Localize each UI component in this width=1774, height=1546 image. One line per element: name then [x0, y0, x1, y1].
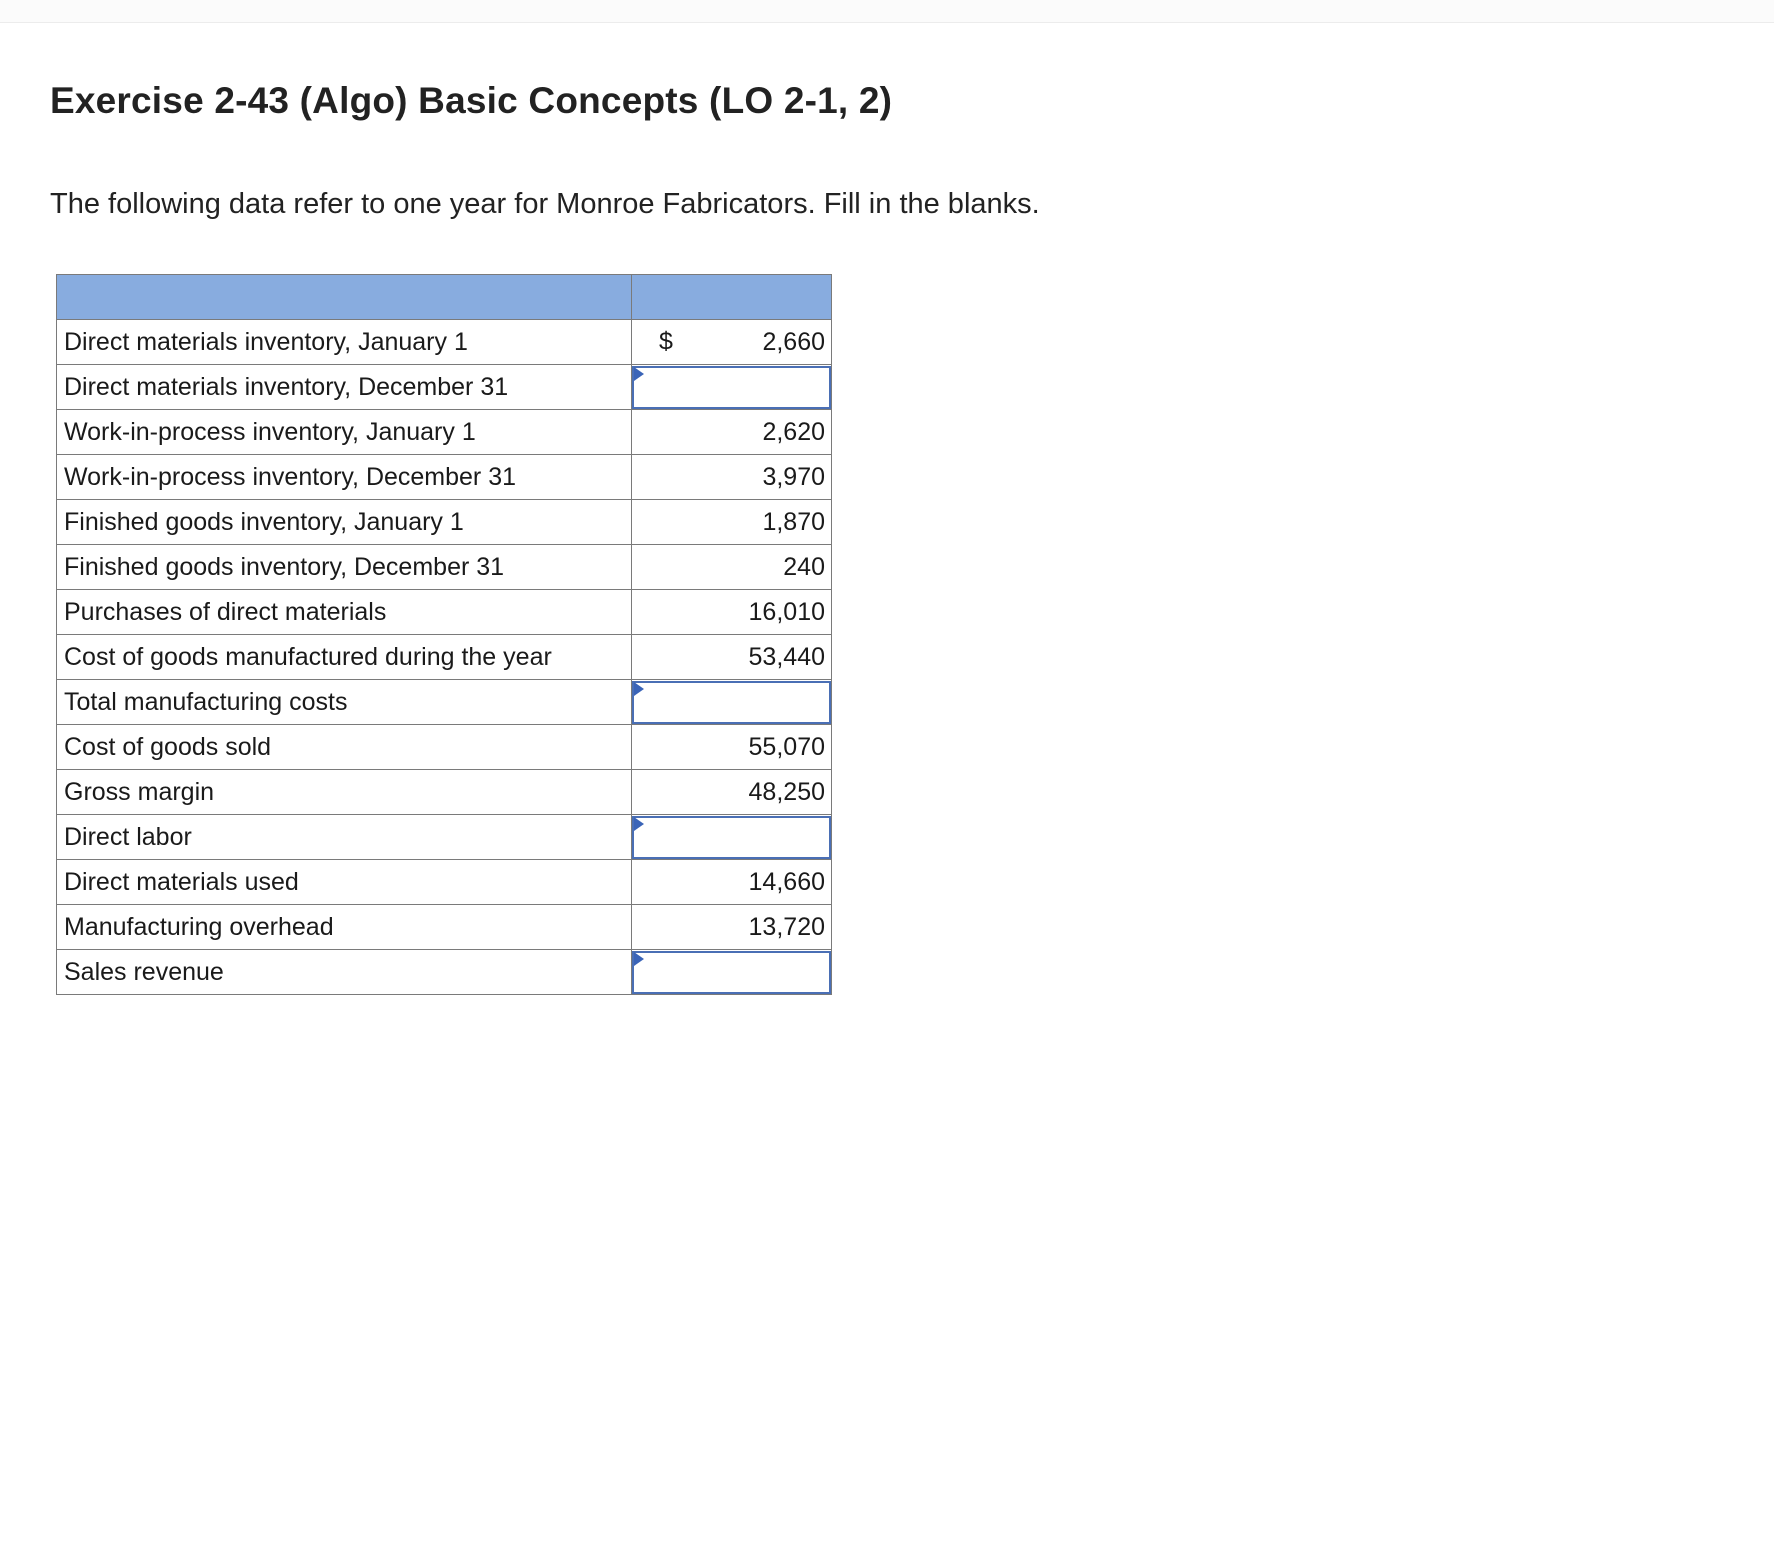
- row-value: 240: [783, 552, 825, 581]
- table-row: [57, 590, 832, 635]
- instructions-text: The following data refer to one year for Monroe Fabricators. Fill in the blanks.: [50, 188, 1040, 220]
- direct-labor-input[interactable]: [632, 816, 831, 859]
- table-row: [57, 455, 832, 500]
- table-row: [57, 365, 832, 410]
- dollar-sign: $: [659, 327, 673, 356]
- row-value: 55,070: [748, 732, 825, 761]
- table-row: [57, 860, 832, 905]
- row-input-cell: [632, 365, 832, 410]
- row-value-cell: [632, 590, 832, 635]
- row-value-cell: [632, 635, 832, 680]
- row-label: Cost of goods manufactured during the year: [57, 635, 632, 680]
- row-label: Finished goods inventory, January 1: [57, 500, 632, 545]
- row-label: Gross margin: [57, 770, 632, 815]
- row-label: Direct labor: [57, 815, 632, 860]
- row-value-cell: [632, 770, 832, 815]
- row-value: 14,660: [748, 867, 825, 896]
- row-value-cell: [632, 725, 832, 770]
- table-row: [57, 725, 832, 770]
- row-value-cell: [632, 500, 832, 545]
- row-value-cell: [632, 320, 832, 365]
- row-value: 1,870: [762, 507, 825, 536]
- row-label: Direct materials inventory, December 31: [57, 365, 632, 410]
- row-value: 2,620: [762, 417, 825, 446]
- header-label-cell: [57, 275, 632, 320]
- row-label: Manufacturing overhead: [57, 905, 632, 950]
- row-input-cell: [632, 950, 832, 995]
- row-label: Cost of goods sold: [57, 725, 632, 770]
- exercise-title: Exercise 2-43 (Algo) Basic Concepts (LO 2-1, 2): [50, 80, 893, 121]
- row-value-cell: [632, 410, 832, 455]
- row-value: 2,660: [762, 327, 825, 356]
- table-row: [57, 500, 832, 545]
- row-value-cell: [632, 905, 832, 950]
- row-value-cell: [632, 455, 832, 500]
- row-label: Purchases of direct materials: [57, 590, 632, 635]
- table-row: [57, 770, 832, 815]
- row-label: Total manufacturing costs: [57, 680, 632, 725]
- table-row: [57, 680, 832, 725]
- table-row: [57, 410, 832, 455]
- table-row: [57, 320, 832, 365]
- row-value-cell: [632, 545, 832, 590]
- row-label: Direct materials inventory, January 1: [57, 320, 632, 365]
- total-manufacturing-costs-input[interactable]: [632, 681, 831, 724]
- row-label: Direct materials used: [57, 860, 632, 905]
- row-label: Finished goods inventory, December 31: [57, 545, 632, 590]
- row-value: 53,440: [748, 642, 825, 671]
- row-label: Sales revenue: [57, 950, 632, 995]
- row-label: Work-in-process inventory, December 31: [57, 455, 632, 500]
- row-input-cell: [632, 815, 832, 860]
- row-value: 3,970: [762, 462, 825, 491]
- table-header-row: [57, 275, 832, 320]
- row-label: Work-in-process inventory, January 1: [57, 410, 632, 455]
- table-row: [57, 635, 832, 680]
- row-value: 16,010: [748, 597, 825, 626]
- row-input-cell: [632, 680, 832, 725]
- sales-revenue-input[interactable]: [632, 951, 831, 994]
- table-row: [57, 815, 832, 860]
- row-value-cell: [632, 860, 832, 905]
- row-value: 48,250: [748, 777, 825, 806]
- row-value: 13,720: [748, 912, 825, 941]
- table-row: [57, 545, 832, 590]
- data-table: [56, 274, 832, 995]
- header-value-cell: [632, 275, 832, 320]
- top-bar: [0, 0, 1774, 23]
- dm-inventory-dec31-input[interactable]: [632, 366, 831, 409]
- table-row: [57, 905, 832, 950]
- table-row: [57, 950, 832, 995]
